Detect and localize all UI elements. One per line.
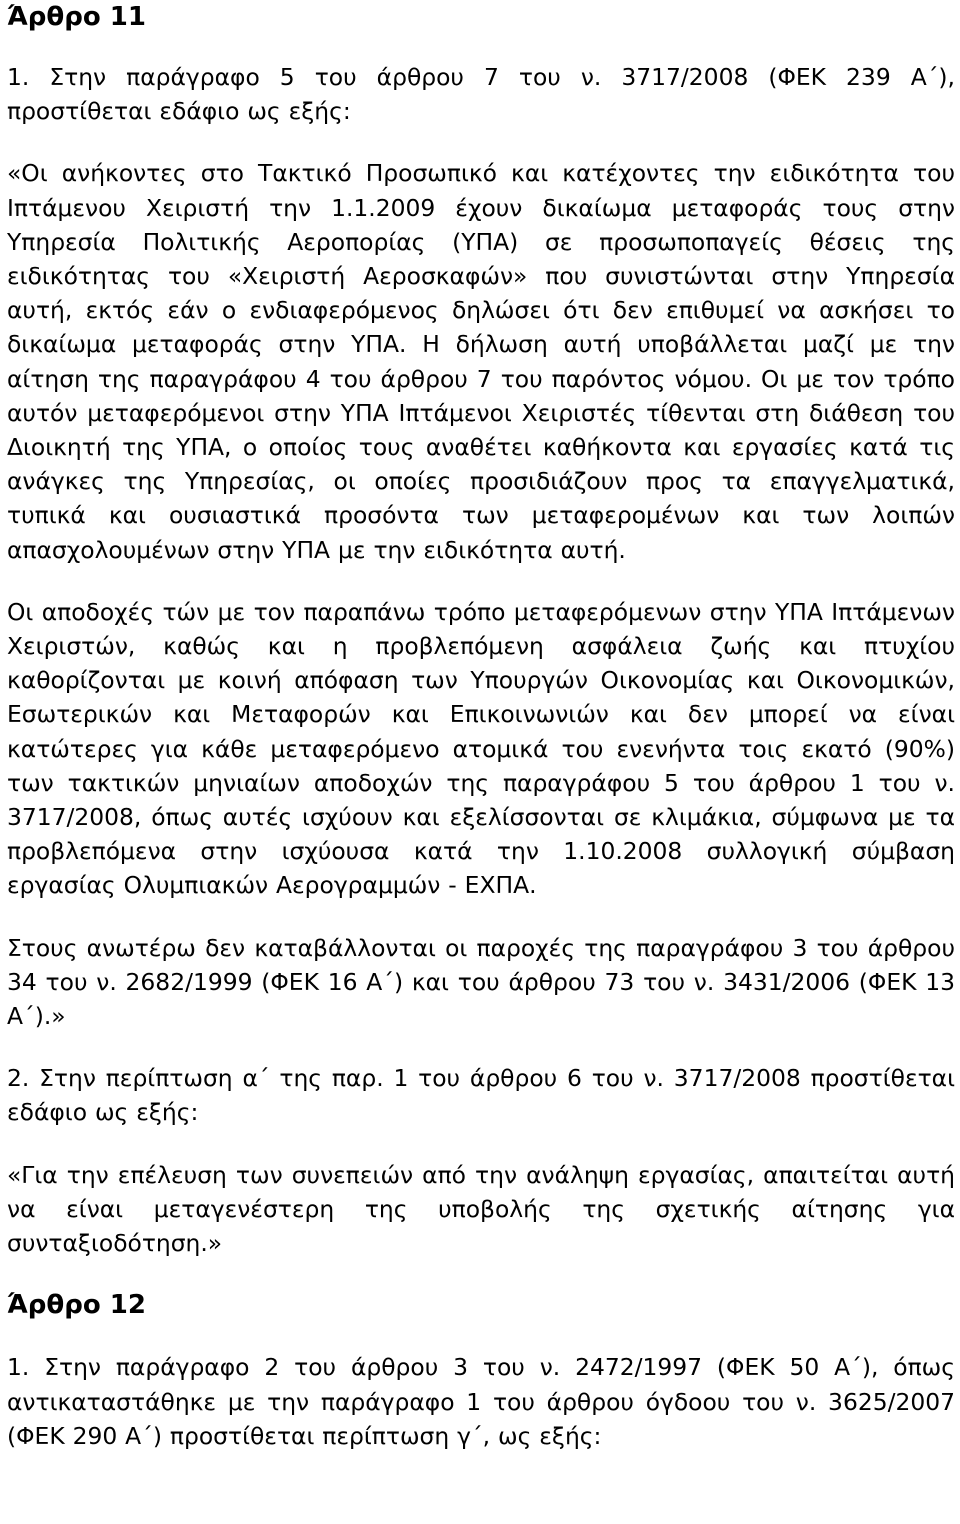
spacer — [7, 34, 955, 60]
spacer — [7, 567, 955, 595]
spacer — [7, 1033, 955, 1061]
spacer — [7, 1130, 955, 1158]
spacer — [7, 1260, 955, 1288]
article-11-quoted-paragraph-2: «Για την επέλευση των συνεπειών από την ανάληψη εργασίας, απαιτείται αυτή να είναι μεταγενέστερη της υποβολής της σχετικής αίτησης για συνταξιοδότηση.» — [7, 1160, 955, 1258]
document-page — [7, 0, 955, 1453]
spacer — [7, 128, 955, 156]
article-11-remuneration-paragraph: Οι αποδοχές τών με τον παραπάνω τρόπο μεταφερόμενων στην ΥΠΑ Ιπτάμενων Χειριστών, καθώς και η προβλεπόμενη ασφάλεια ζωής και πτυχίου καθορίζονται με κοινή απόφαση των Υπουργών Οικονομίας και Οικονομικών, Εσωτερικών και Μεταφορών και Επικοινωνιών και δεν μπορεί να είναι κατώτερες για κάθε μεταφερόμενο ατομικά του ενενήντα τοις εκατό (90%) των τακτικών μηνιαίων αποδοχών της παραγράφου 5 του άρθρου 1 του ν. 3717/2008, όπως αυτές ισχύουν και εξελίσσονται σε κλιμάκια, σύμφωνα με τα προβλεπόμενα στην ισχύουσα κατά την 1.10.2008 συλλογική σύμβαση εργασίας Ολυμπιακών Αερογραμμών - ΕΧΠΑ. — [7, 597, 955, 900]
spacer — [7, 1322, 955, 1350]
article-11-paragraph-1: 1. Στην παράγραφο 5 του άρθρου 7 του ν. 3717/2008 (ΦΕΚ 239 Α΄), προστίθεται εδάφιο ως εξής: — [7, 63, 955, 126]
article-11-paragraph-2: 2. Στην περίπτωση α΄ της παρ. 1 του άρθρου 6 του ν. 3717/2008 προστίθεται εδάφιο ως εξής: — [7, 1064, 955, 1127]
article-11-quoted-paragraph: «Οι ανήκοντες στο Τακτικό Προσωπικό και κατέχοντες την ειδικότητα του Ιπτάμενου Χειριστή την 1.1.2009 έχουν δικαίωμα μεταφοράς τους στην Υπηρεσία Πολιτικής Αεροπορίας (ΥΠΑ) σε προσωποπαγείς θέσεις της ειδικότητας του «Χειριστή Αεροσκαφών» που συνιστώνται στην Υπηρεσία αυτή, εκτός εάν ο ενδιαφερόμενος δηλώσει ότι δεν επιθυμεί να ασκήσει το δικαίωμα μεταφοράς στην ΥΠΑ. Η δήλωση αυτή υποβάλλεται μαζί με την αίτηση της παραγράφου 4 του άρθρου 7 του παρόντος νόμου. Οι με τον τρόπο αυτόν μεταφερόμενοι στην ΥΠΑ Ιπτάμενοι Χειριστές τίθενται στη διάθεση του Διοικητή της ΥΠΑ, ο οποίος τους αναθέτει καθήκοντα και εργασίες κατά τις ανάγκες της Υπηρεσίας, οι οποίες προσιδιάζουν προς τα επαγγελματικά, τυπικά και ουσιαστικά προσόντα των μεταφερομένων και των λοιπών απασχολουμένων στην ΥΠΑ με την ειδικότητα αυτή. — [7, 159, 955, 564]
article-11-heading: Άρθρο 11 — [7, 2, 146, 32]
article-12-heading: Άρθρο 12 — [7, 1290, 146, 1321]
article-12-paragraph-1: 1. Στην παράγραφο 2 του άρθρου 3 του ν. 2472/1997 (ΦΕΚ 50 Α΄), όπως αντικαταστάθηκε με την παράγραφο 1 του άρθρου όγδοου του ν. 3625/2007 (ΦΕΚ 290 Α΄) προστίθεται περίπτωση γ΄, ως εξής: — [7, 1353, 955, 1450]
article-11-benefits-paragraph: Στους ανωτέρω δεν καταβάλλονται οι παροχές της παραγράφου 3 του άρθρου 34 του ν. 2682/1999 (ΦΕΚ 16 Α΄) και του άρθρου 73 του ν. 3431/2006 (ΦΕΚ 13 Α΄).» — [7, 933, 955, 1031]
spacer — [7, 903, 955, 931]
